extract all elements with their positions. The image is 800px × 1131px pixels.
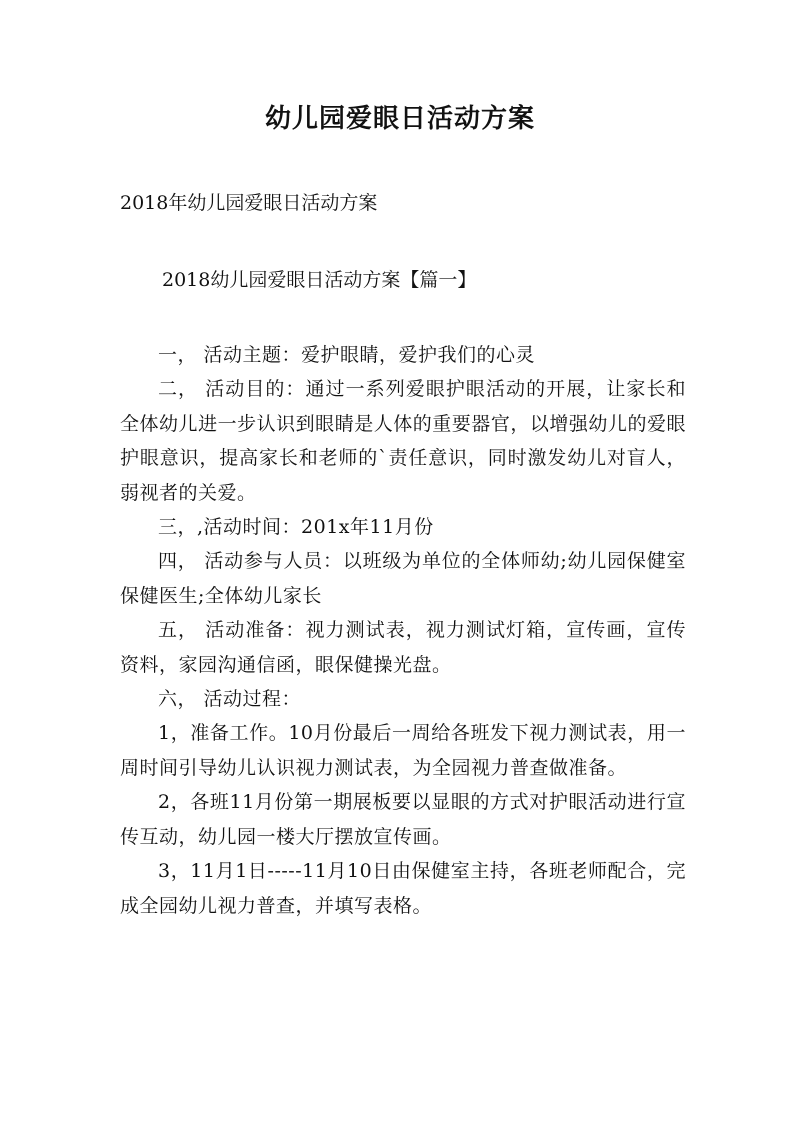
paragraph-step-1: 1，准备工作。10月份最后一周给各班发下视力测试表，用一周时间引导幼儿认识视力测试表，为全园视力普查做准备。: [120, 722, 686, 779]
document-body: [120, 338, 686, 923]
paragraph-process-heading: 六， 活动过程：: [158, 688, 302, 711]
paragraph-theme: 一， 活动主题：爱护眼睛，爱护我们的心灵: [158, 344, 536, 366]
paragraph-time: 三，,活动时间：201x年11月份: [158, 516, 434, 539]
paragraph-step-3: 3，11月1日-----11月10日由保健室主持，各班老师配合，完成全园幼儿视力普查，并填写表格。: [120, 860, 686, 917]
paragraph-preparation: 五， 活动准备：视力测试表，视力测试灯箱，宣传画，宣传资料，家园沟通信函，眼保健操光盘。: [120, 619, 686, 676]
document-title: 幼儿园爱眼日活动方案: [264, 104, 535, 134]
paragraph-purpose: 二， 活动目的：通过一系列爱眼护眼活动的开展，让家长和全体幼儿进一步认识到眼睛是人体的重要器官，以增强幼儿的爱眼护眼意识，提高家长和老师的`责任意识，同时激发幼儿对盲人，弱视者的关爱。: [120, 378, 686, 504]
section-heading: 2018幼儿园爱眼日活动方案【篇一】: [162, 269, 477, 291]
paragraph-step-2: 2，各班11月份第一期展板要以显眼的方式对护眼活动进行宣传互动，幼儿园一楼大厅摆放宣传画。: [120, 791, 686, 848]
paragraph-participants: 四， 活动参与人员：以班级为单位的全体师幼;幼儿园保健室保健医生;全体幼儿家长: [120, 550, 686, 607]
document-subtitle: 2018年幼儿园爱眼日活动方案: [120, 192, 378, 214]
